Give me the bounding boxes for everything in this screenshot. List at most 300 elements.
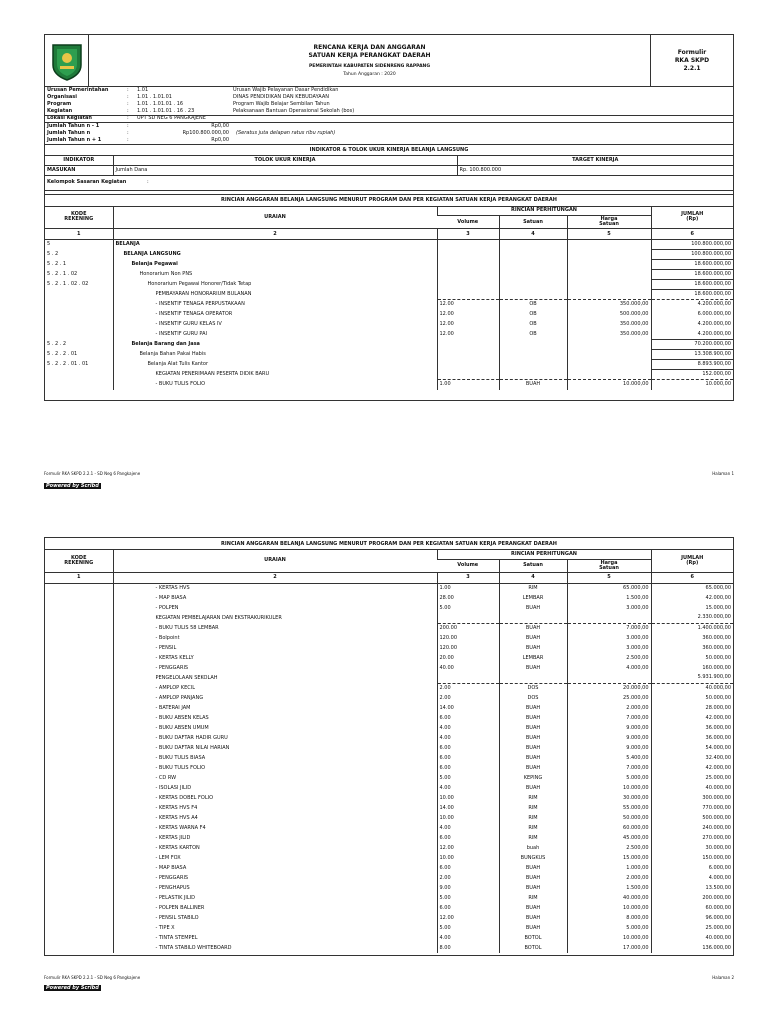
uraian-header: URAIAN bbox=[113, 207, 437, 229]
row-kode bbox=[45, 763, 113, 773]
year-label: Jumlah Tahun n - 1 bbox=[47, 123, 100, 129]
indicator-input: MASUKAN bbox=[47, 167, 76, 173]
row-uraian: Belanja Alat Tulis Kantor bbox=[113, 360, 437, 370]
volume-header: Volume bbox=[437, 559, 499, 572]
row-kode bbox=[45, 300, 113, 310]
info-desc: Program Wajib Belajar Sembilan Tahun bbox=[233, 101, 330, 107]
row-harga: 500.000,00 bbox=[567, 310, 651, 320]
row-kode bbox=[45, 863, 113, 873]
row-uraian: - KERTAS KELLY bbox=[113, 653, 437, 663]
row-jumlah: 136.000,00 bbox=[651, 943, 733, 953]
budget-row bbox=[45, 823, 733, 833]
row-volume: 10.00 bbox=[437, 853, 499, 863]
budget-row bbox=[45, 290, 733, 300]
budget-table-header bbox=[45, 550, 733, 583]
budget-row bbox=[45, 250, 733, 260]
row-harga bbox=[567, 270, 651, 280]
row-uraian: - BUKU ABSEN UMUM bbox=[113, 723, 437, 733]
row-satuan: BUAH bbox=[499, 603, 567, 613]
info-code: 1.01 . 1.01.01 . 16 . 23 bbox=[137, 108, 195, 114]
row-uraian: - BUKU ABSEN KELAS bbox=[113, 713, 437, 723]
row-volume: 2.00 bbox=[437, 873, 499, 883]
info-label: Program bbox=[47, 101, 72, 107]
info-code: 1.01 bbox=[137, 87, 149, 93]
row-kode bbox=[45, 723, 113, 733]
year-amount-words bbox=[231, 123, 733, 130]
crest-icon bbox=[50, 41, 84, 81]
row-uraian: - POLPEN bbox=[113, 603, 437, 613]
row-jumlah: 4.200.000,00 bbox=[651, 320, 733, 330]
row-jumlah: 200.000,00 bbox=[651, 893, 733, 903]
row-uraian: - KERTAS HVS bbox=[113, 583, 437, 593]
row-uraian: PEMBAYARAN HONORARIUM BULANAN bbox=[113, 290, 437, 300]
info-row bbox=[45, 94, 733, 101]
row-uraian: Honorarium Non PNS bbox=[113, 270, 437, 280]
budget-row bbox=[45, 593, 733, 603]
row-satuan: LEMBAR bbox=[499, 653, 567, 663]
row-volume bbox=[437, 340, 499, 350]
page-1-footer bbox=[44, 471, 734, 476]
budget-table-2 bbox=[45, 550, 733, 953]
row-jumlah: 4.200.000,00 bbox=[651, 300, 733, 310]
row-kode bbox=[45, 793, 113, 803]
row-satuan: OB bbox=[499, 300, 567, 310]
row-harga bbox=[567, 280, 651, 290]
row-volume bbox=[437, 673, 499, 683]
row-uraian: - LEM FOX bbox=[113, 853, 437, 863]
row-satuan bbox=[499, 360, 567, 370]
row-satuan: DOS bbox=[499, 683, 567, 693]
budget-row bbox=[45, 863, 733, 873]
row-satuan: BUAH bbox=[499, 923, 567, 933]
row-volume: 4.00 bbox=[437, 783, 499, 793]
budget-row bbox=[45, 350, 733, 360]
row-volume: 10.00 bbox=[437, 793, 499, 803]
row-volume: 6.00 bbox=[437, 763, 499, 773]
row-harga: 10.000,00 bbox=[567, 380, 651, 390]
row-jumlah: 270.000,00 bbox=[651, 833, 733, 843]
budget-row bbox=[45, 873, 733, 883]
row-satuan: BUAH bbox=[499, 743, 567, 753]
budget-table-header bbox=[45, 207, 733, 240]
row-jumlah: 50.000,00 bbox=[651, 653, 733, 663]
row-volume: 12.00 bbox=[437, 913, 499, 923]
row-uraian: - BUKU TULIS FOLIO bbox=[113, 763, 437, 773]
row-satuan: OB bbox=[499, 320, 567, 330]
row-kode bbox=[45, 753, 113, 763]
row-uraian: - PENSIL bbox=[113, 643, 437, 653]
row-satuan: BUAH bbox=[499, 723, 567, 733]
row-jumlah: 42.000,00 bbox=[651, 713, 733, 723]
row-volume: 2.00 bbox=[437, 683, 499, 693]
row-harga: 60.000,00 bbox=[567, 823, 651, 833]
row-jumlah: 6.000,00 bbox=[651, 863, 733, 873]
row-kode bbox=[45, 843, 113, 853]
kode-header: KODE REKENING bbox=[45, 550, 113, 572]
row-harga: 5.000,00 bbox=[567, 773, 651, 783]
row-uraian: - AMPLOP KECIL bbox=[113, 683, 437, 693]
row-kode bbox=[45, 903, 113, 913]
colon: : bbox=[127, 137, 129, 143]
row-uraian: - BUKU TULIS 58 LEMBAR bbox=[113, 623, 437, 633]
row-satuan: BOTOL bbox=[499, 943, 567, 953]
row-kode: 5 . 2 . 1 . 02 . 02 bbox=[47, 281, 89, 287]
colon: : bbox=[127, 87, 129, 93]
row-harga: 9.000,00 bbox=[567, 733, 651, 743]
row-volume bbox=[437, 280, 499, 290]
yearly-totals bbox=[45, 123, 733, 145]
row-uraian: - TINTA STEMPEL bbox=[113, 933, 437, 943]
row-harga: 30.000,00 bbox=[567, 793, 651, 803]
row-volume: 1.00 bbox=[437, 583, 499, 593]
year-total-row bbox=[45, 137, 733, 144]
row-jumlah: 152.000,00 bbox=[651, 370, 733, 380]
row-jumlah: 60.000,00 bbox=[651, 903, 733, 913]
row-volume: 12.00 bbox=[437, 330, 499, 340]
row-jumlah: 1.400.000,00 bbox=[651, 623, 733, 633]
row-jumlah: 5.931.900,00 bbox=[651, 673, 733, 683]
info-label: Kegiatan bbox=[47, 108, 73, 114]
row-satuan: RIM bbox=[499, 793, 567, 803]
row-harga: 40.000,00 bbox=[567, 893, 651, 903]
row-satuan bbox=[499, 250, 567, 260]
row-uraian: - PENGGARIS bbox=[113, 873, 437, 883]
row-harga: 20.000,00 bbox=[567, 683, 651, 693]
indicator-table bbox=[45, 156, 733, 177]
row-kode bbox=[45, 923, 113, 933]
scribd-badge: Powered by Scribd bbox=[46, 985, 99, 991]
colon: : bbox=[127, 94, 129, 100]
row-kode bbox=[45, 823, 113, 833]
budget-row bbox=[45, 340, 733, 350]
row-harga: 7.000,00 bbox=[567, 623, 651, 633]
budget-row bbox=[45, 753, 733, 763]
row-kode bbox=[45, 643, 113, 653]
row-harga: 2.000,00 bbox=[567, 873, 651, 883]
row-jumlah: 18.600.000,00 bbox=[651, 270, 733, 280]
row-jumlah: 30.000,00 bbox=[651, 843, 733, 853]
row-harga: 1.500,00 bbox=[567, 593, 651, 603]
form-name: RKA SKPD bbox=[674, 56, 710, 64]
row-kode bbox=[45, 713, 113, 723]
row-uraian: - BUKU TULIS FOLIO bbox=[113, 380, 437, 390]
row-uraian: - POLPEN BALLINER bbox=[113, 903, 437, 913]
row-harga bbox=[567, 290, 651, 300]
row-jumlah: 40.000,00 bbox=[651, 783, 733, 793]
page-1 bbox=[44, 34, 734, 401]
row-jumlah: 96.000,00 bbox=[651, 913, 733, 923]
budget-row bbox=[45, 713, 733, 723]
row-volume: 5.00 bbox=[437, 923, 499, 933]
budget-year: Tahun Anggaran : 2020 bbox=[343, 72, 396, 77]
row-satuan bbox=[499, 340, 567, 350]
row-satuan bbox=[499, 673, 567, 683]
row-uraian: PENGELOLAAN SEKOLAH bbox=[113, 673, 437, 683]
jumlah-header: JUMLAH (Rp) bbox=[651, 207, 733, 229]
col-num-4: 4 bbox=[499, 572, 567, 583]
budget-row bbox=[45, 613, 733, 623]
row-uraian: - KERTAS HVS A4 bbox=[113, 813, 437, 823]
row-jumlah: 36.000,00 bbox=[651, 723, 733, 733]
info-code: 1.01 . 1.01.01 . 16 bbox=[137, 101, 184, 107]
row-kode bbox=[45, 653, 113, 663]
row-volume: 8.00 bbox=[437, 943, 499, 953]
row-kode bbox=[45, 773, 113, 783]
budget-row bbox=[45, 933, 733, 943]
row-jumlah: 25.000,00 bbox=[651, 773, 733, 783]
measure-header: TOLOK UKUR KINERJA bbox=[113, 156, 457, 166]
title-line-1: RENCANA KERJA DAN ANGGARAN bbox=[313, 44, 426, 51]
row-uraian: - KERTAS DOBEL FOLIO bbox=[113, 793, 437, 803]
info-label: Urusan Pemerintahan bbox=[47, 87, 109, 93]
row-volume: 12.00 bbox=[437, 310, 499, 320]
row-jumlah: 25.000,00 bbox=[651, 923, 733, 933]
row-volume: 12.00 bbox=[437, 300, 499, 310]
row-harga: 5.000,00 bbox=[567, 923, 651, 933]
row-uraian: Honorarium Pegawai Honorer/Tidak Tetap bbox=[113, 280, 437, 290]
row-harga: 15.000,00 bbox=[567, 853, 651, 863]
col-num-1: 1 bbox=[45, 229, 113, 240]
col-num-2: 2 bbox=[113, 229, 437, 240]
target-value: Rp. 100.800.000 bbox=[457, 166, 733, 176]
row-uraian: - BUKU DAFTAR HADIR GURU bbox=[113, 733, 437, 743]
col-num-6: 6 bbox=[651, 229, 733, 240]
row-uraian: BELANJA bbox=[113, 240, 437, 250]
budget-row bbox=[45, 813, 733, 823]
row-volume: 6.00 bbox=[437, 753, 499, 763]
row-satuan: BUAH bbox=[499, 623, 567, 633]
satuan-header: Satuan bbox=[499, 216, 567, 229]
row-kode bbox=[45, 663, 113, 673]
row-jumlah: 50.000,00 bbox=[651, 693, 733, 703]
row-jumlah: 42.000,00 bbox=[651, 763, 733, 773]
row-kode bbox=[45, 613, 113, 623]
row-satuan: BUAH bbox=[499, 753, 567, 763]
row-kode bbox=[45, 683, 113, 693]
row-satuan: RIM bbox=[499, 823, 567, 833]
row-jumlah: 2.330.000,00 bbox=[651, 613, 733, 623]
government-name: PEMERINTAH KABUPATEN SIDENRENG RAPPANG bbox=[308, 64, 431, 69]
colon: : bbox=[127, 108, 129, 114]
row-jumlah: 40.000,00 bbox=[651, 933, 733, 943]
row-jumlah: 100.800.000,00 bbox=[651, 240, 733, 250]
row-harga: 350.000,00 bbox=[567, 320, 651, 330]
row-volume: 2.00 bbox=[437, 693, 499, 703]
row-uraian: - CD RW bbox=[113, 773, 437, 783]
jumlah-header: JUMLAH (Rp) bbox=[651, 550, 733, 572]
target-header: TARGET KINERJA bbox=[457, 156, 733, 166]
budget-table-1 bbox=[45, 207, 733, 390]
row-kode bbox=[45, 693, 113, 703]
info-label: Organisasi bbox=[47, 94, 77, 100]
row-volume: 5.00 bbox=[437, 773, 499, 783]
row-jumlah: 150.000,00 bbox=[651, 853, 733, 863]
row-kode bbox=[45, 933, 113, 943]
row-volume bbox=[437, 270, 499, 280]
budget-row bbox=[45, 803, 733, 813]
row-jumlah: 300.000,00 bbox=[651, 793, 733, 803]
row-uraian: - INSENTIF TENAGA PERPUSTAKAAN bbox=[113, 300, 437, 310]
row-kode bbox=[45, 380, 113, 390]
row-harga: 50.000,00 bbox=[567, 813, 651, 823]
row-satuan bbox=[499, 350, 567, 360]
info-desc: DINAS PENDIDIKAN DAN KEBUDAYAAN bbox=[233, 94, 329, 100]
row-volume: 4.00 bbox=[437, 723, 499, 733]
row-satuan: OB bbox=[499, 310, 567, 320]
row-uraian: - KERTAS WARNA F4 bbox=[113, 823, 437, 833]
harga-header: Harga Satuan bbox=[567, 559, 651, 572]
budget-row bbox=[45, 833, 733, 843]
row-jumlah: 240.000,00 bbox=[651, 823, 733, 833]
row-uraian: - Bolpoint bbox=[113, 633, 437, 643]
row-jumlah: 4.200.000,00 bbox=[651, 330, 733, 340]
row-kode bbox=[45, 873, 113, 883]
col-num-4: 4 bbox=[499, 229, 567, 240]
row-jumlah: 65.000,00 bbox=[651, 583, 733, 593]
row-jumlah: 54.000,00 bbox=[651, 743, 733, 753]
row-kode bbox=[45, 330, 113, 340]
info-code: 1.01 . 1.01.01 bbox=[137, 94, 172, 100]
row-harga: 10.000,00 bbox=[567, 903, 651, 913]
year-total-row bbox=[45, 130, 733, 137]
row-satuan: RIM bbox=[499, 813, 567, 823]
budget-row bbox=[45, 773, 733, 783]
row-harga bbox=[567, 613, 651, 623]
col-num-5: 5 bbox=[567, 229, 651, 240]
row-uraian: - INSENTIF TENAGA OPERATOR bbox=[113, 310, 437, 320]
colon: : bbox=[127, 123, 129, 129]
row-jumlah: 360.000,00 bbox=[651, 633, 733, 643]
row-satuan bbox=[499, 270, 567, 280]
row-satuan: BUNGKUS bbox=[499, 853, 567, 863]
row-satuan: RIM bbox=[499, 583, 567, 593]
budget-row bbox=[45, 893, 733, 903]
row-satuan: BUAH bbox=[499, 903, 567, 913]
row-satuan bbox=[499, 370, 567, 380]
row-jumlah: 8.893.900,00 bbox=[651, 360, 733, 370]
row-uraian: - PELASTIK JILID bbox=[113, 893, 437, 903]
row-kode bbox=[45, 310, 113, 320]
col-num-1: 1 bbox=[45, 572, 113, 583]
row-kode bbox=[45, 290, 113, 300]
row-uraian: - MAP BIASA bbox=[113, 593, 437, 603]
row-volume bbox=[437, 250, 499, 260]
budget-row bbox=[45, 743, 733, 753]
row-volume: 20.00 bbox=[437, 653, 499, 663]
row-jumlah: 360.000,00 bbox=[651, 643, 733, 653]
page-number: Halaman 1 bbox=[712, 471, 734, 476]
budget-row bbox=[45, 310, 733, 320]
info-row bbox=[45, 87, 733, 94]
budget-row bbox=[45, 643, 733, 653]
row-uraian: BELANJA LANGSUNG bbox=[113, 250, 437, 260]
row-kode bbox=[45, 633, 113, 643]
row-satuan: BUAH bbox=[499, 703, 567, 713]
col-num-6: 6 bbox=[651, 572, 733, 583]
row-harga: 65.000,00 bbox=[567, 583, 651, 593]
row-volume: 6.00 bbox=[437, 863, 499, 873]
program-info bbox=[45, 87, 733, 116]
row-jumlah: 42.000,00 bbox=[651, 593, 733, 603]
row-kode bbox=[45, 833, 113, 843]
row-volume: 12.00 bbox=[437, 320, 499, 330]
budget-row bbox=[45, 913, 733, 923]
row-harga: 9.000,00 bbox=[567, 743, 651, 753]
row-satuan bbox=[499, 613, 567, 623]
row-jumlah: 500.000,00 bbox=[651, 813, 733, 823]
row-kode bbox=[45, 883, 113, 893]
row-uraian: - TINTA STABILO WHITEBOARD bbox=[113, 943, 437, 953]
row-satuan bbox=[499, 280, 567, 290]
title-line-2: SATUAN KERJA PERANGKAT DAERAH bbox=[308, 52, 431, 59]
row-jumlah: 13.500,00 bbox=[651, 883, 733, 893]
row-uraian: - PENSIL STABILO bbox=[113, 913, 437, 923]
location-value: UPT SD NEG 6 PANGKAJENE bbox=[137, 115, 206, 122]
row-harga: 3.000,00 bbox=[567, 633, 651, 643]
year-amount-words: (Seratus juta delapan ratus ribu rupiah) bbox=[236, 130, 336, 136]
row-harga: 1.500,00 bbox=[567, 883, 651, 893]
row-satuan: BUAH bbox=[499, 863, 567, 873]
page-2 bbox=[44, 537, 734, 956]
row-jumlah: 6.000.000,00 bbox=[651, 310, 733, 320]
row-uraian: - TIPE X bbox=[113, 923, 437, 933]
col-num-3: 3 bbox=[437, 572, 499, 583]
row-volume: 5.00 bbox=[437, 893, 499, 903]
row-satuan: BUAH bbox=[499, 633, 567, 643]
colon: : bbox=[127, 101, 129, 107]
row-uraian: - ISOLASI JILID bbox=[113, 783, 437, 793]
budget-row bbox=[45, 943, 733, 953]
budget-row bbox=[45, 673, 733, 683]
col-num-2: 2 bbox=[113, 572, 437, 583]
info-desc: Urusan Wajib Pelayanan Dasar Pendidikan bbox=[233, 87, 339, 93]
row-harga: 350.000,00 bbox=[567, 300, 651, 310]
colon: : bbox=[127, 130, 129, 136]
row-harga: 3.000,00 bbox=[567, 603, 651, 613]
budget-row bbox=[45, 633, 733, 643]
row-volume: 5.00 bbox=[437, 603, 499, 613]
row-volume: 1.00 bbox=[437, 380, 499, 390]
row-harga: 45.000,00 bbox=[567, 833, 651, 843]
row-kode bbox=[45, 913, 113, 923]
row-satuan: OB bbox=[499, 330, 567, 340]
row-jumlah: 13.308.900,00 bbox=[651, 350, 733, 360]
row-satuan: LEMBAR bbox=[499, 593, 567, 603]
regency-logo bbox=[45, 35, 89, 86]
row-harga: 5.400,00 bbox=[567, 753, 651, 763]
form-number: 2.2.1 bbox=[683, 64, 701, 72]
row-volume bbox=[437, 240, 499, 250]
row-volume: 6.00 bbox=[437, 743, 499, 753]
budget-row bbox=[45, 663, 733, 673]
row-volume: 4.00 bbox=[437, 733, 499, 743]
row-volume: 120.00 bbox=[437, 643, 499, 653]
row-harga: 3.000,00 bbox=[567, 643, 651, 653]
row-satuan: BUAH bbox=[499, 783, 567, 793]
row-harga bbox=[567, 360, 651, 370]
row-kode bbox=[45, 733, 113, 743]
budget-row bbox=[45, 733, 733, 743]
indicator-title: INDIKATOR & TOLOK UKUR KINERJA BELANJA LANGSUNG bbox=[45, 145, 733, 156]
row-kode bbox=[45, 583, 113, 593]
row-satuan: BUAH bbox=[499, 913, 567, 923]
row-volume bbox=[437, 350, 499, 360]
budget-row bbox=[45, 703, 733, 713]
row-kode bbox=[45, 853, 113, 863]
satuan-header: Satuan bbox=[499, 559, 567, 572]
row-jumlah: 18.600.000,00 bbox=[651, 280, 733, 290]
harga-header: Harga Satuan bbox=[567, 216, 651, 229]
